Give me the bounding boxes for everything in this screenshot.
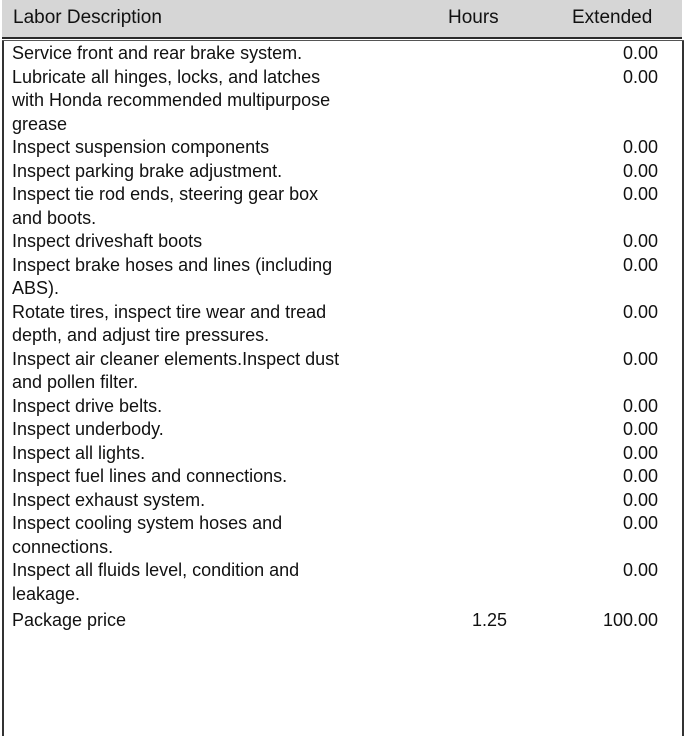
- labor-description-line: depth, and adjust tire pressures.: [12, 325, 270, 345]
- header-extended: Extended: [572, 7, 653, 28]
- labor-extended: 0.00: [622, 560, 658, 580]
- package-hours: 1.25: [472, 610, 508, 630]
- header-hours: Hours: [448, 7, 499, 28]
- table-row: [12, 42, 672, 66]
- table-row: [12, 559, 672, 606]
- labor-description: [12, 559, 432, 606]
- labor-extended: 0.00: [622, 66, 658, 87]
- labor-description: [12, 136, 432, 160]
- labor-description: [12, 160, 432, 184]
- labor-description-line: Inspect cooling system hoses and: [12, 513, 283, 533]
- labor-description: [12, 395, 432, 419]
- labor-description-line: ABS).: [12, 278, 60, 298]
- labor-description: [12, 418, 432, 442]
- labor-description: [12, 301, 432, 348]
- table-row: [12, 348, 672, 395]
- labor-description: [12, 230, 432, 254]
- labor-extended: 0.00: [622, 43, 658, 63]
- labor-extended: 0.00: [622, 442, 658, 463]
- labor-extended: 0.00: [622, 301, 658, 322]
- labor-description-line: Lubricate all hinges, locks, and latches: [12, 66, 321, 87]
- table-row: [12, 230, 672, 254]
- labor-description-line: Inspect tie rod ends, steering gear box: [12, 184, 319, 204]
- labor-extended: 0.00: [622, 231, 658, 251]
- package-extended: 100.00: [602, 610, 658, 630]
- labor-description-line: Rotate tires, inspect tire wear and tread: [12, 301, 327, 322]
- labor-extended: 0.00: [622, 419, 658, 439]
- labor-description-line: Service front and rear brake system.: [12, 43, 303, 63]
- labor-description: [12, 348, 432, 395]
- labor-description: [12, 66, 432, 137]
- labor-description: [12, 442, 432, 466]
- labor-extended: 0.00: [622, 513, 658, 533]
- body-top-divider: [2, 40, 684, 41]
- labor-description-line: Inspect fuel lines and connections.: [12, 466, 288, 486]
- table-row: [12, 254, 672, 301]
- labor-extended: 0.00: [622, 254, 658, 275]
- table-row: [12, 418, 672, 442]
- table-row: [12, 301, 672, 348]
- table-row: [12, 489, 672, 513]
- labor-extended: 0.00: [622, 489, 658, 510]
- labor-extended: 0.00: [622, 184, 658, 204]
- table-row: [12, 465, 672, 489]
- table-row: [12, 183, 672, 230]
- labor-description: [12, 512, 432, 559]
- table-row: [12, 512, 672, 559]
- labor-description: [12, 42, 432, 66]
- labor-description-line: connections.: [12, 536, 114, 557]
- labor-description: [12, 489, 432, 513]
- table-header: [2, 0, 682, 39]
- package-price-label: Package price: [12, 610, 127, 630]
- table-row: [12, 442, 672, 466]
- header-labor-description: Labor Description: [13, 7, 162, 28]
- labor-description: [12, 183, 432, 230]
- labor-description-line: Inspect all fluids level, condition and: [12, 560, 300, 580]
- labor-description-line: leakage.: [12, 583, 81, 604]
- table-row: [12, 395, 672, 419]
- labor-description-line: Inspect drive belts.: [12, 395, 163, 416]
- labor-extended: 0.00: [622, 160, 658, 181]
- labor-description-line: Inspect suspension components: [12, 137, 270, 157]
- labor-description-line: Inspect parking brake adjustment.: [12, 160, 283, 181]
- labor-extended: 0.00: [622, 348, 658, 369]
- labor-description-line: grease: [12, 113, 68, 134]
- labor-description-line: Inspect underbody.: [12, 419, 164, 439]
- labor-description-line: Inspect driveshaft boots: [12, 231, 203, 251]
- package-price-row: [12, 609, 672, 633]
- labor-rows: [12, 42, 672, 633]
- table-row: [12, 136, 672, 160]
- labor-description: [12, 254, 432, 301]
- labor-extended: 0.00: [622, 137, 658, 157]
- labor-description-line: Inspect air cleaner elements.Inspect dust: [12, 348, 340, 369]
- labor-extended: 0.00: [622, 466, 658, 486]
- labor-description-line: Inspect all lights.: [12, 442, 146, 463]
- labor-description-line: and boots.: [12, 207, 97, 228]
- labor-description-line: with Honda recommended multipurpose: [12, 90, 331, 110]
- labor-description-line: Inspect exhaust system.: [12, 489, 206, 510]
- table-row: [12, 66, 672, 137]
- table-row: [12, 160, 672, 184]
- labor-extended: 0.00: [622, 395, 658, 416]
- labor-description: [12, 465, 432, 489]
- labor-description-line: and pollen filter.: [12, 372, 139, 392]
- labor-description-line: Inspect brake hoses and lines (including: [12, 254, 333, 275]
